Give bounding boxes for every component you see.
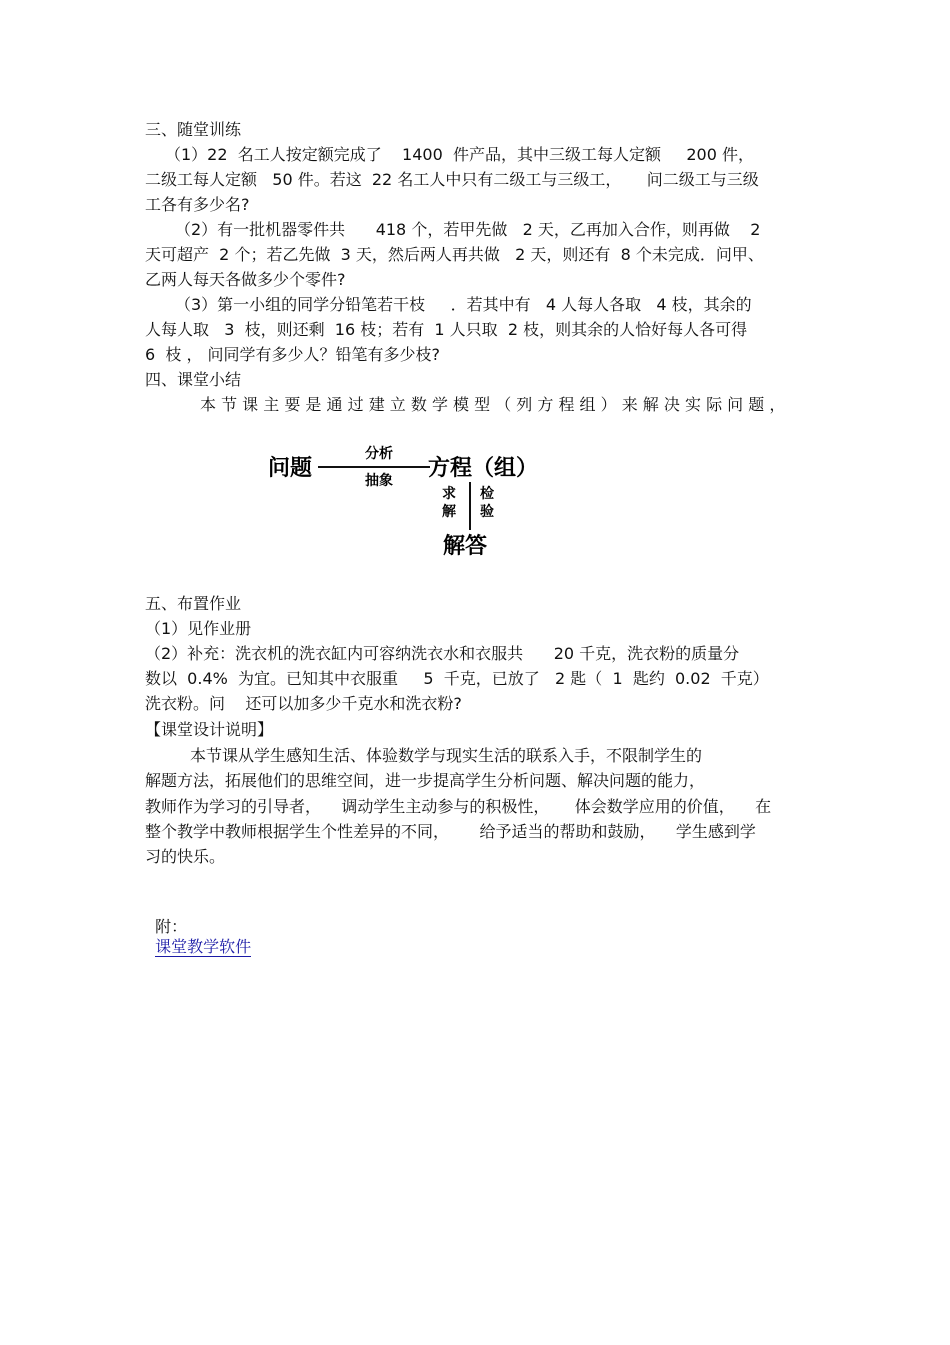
summary-line: 本 节 课 主 要 是 通 过 建 立 数 学 模 型 （ 列 方 程 组 ） 来 解 决 实 际 问 题 ， — [200, 395, 786, 414]
homework-item-2-line-3: 洗衣粉。问 还可以加多少千克水和洗衣粉? — [145, 694, 462, 713]
diagram-analyze: 分析 — [365, 446, 393, 462]
exercise-3-line-3: 6 枝 ， 问同学有多少人？铅笔有多少枝? — [145, 345, 441, 364]
exercise-3-line-2: 人每人取 3 枝，则还剩 16 枝；若有 1 人只取 2 枝，则其余的人恰好每人各可得 — [145, 320, 748, 339]
diagram-answer: 解答 — [443, 534, 488, 559]
diagram-check-2: 验 — [480, 504, 494, 520]
diagram-solve-1: 求 — [442, 486, 456, 502]
exercise-2-line-2: 天可超产 2 个；若乙先做 3 天，然后两人再共做 2 天，则还有 8 个未完成．问甲、 — [145, 245, 764, 264]
exercise-1-line-2: 二级工每人定额 50 件。若这 22 名工人中只有二级工与三级工， 问二级工与三级 — [145, 170, 759, 189]
design-line-4: 整个教学中教师根据学生个性差异的不同， 给予适当的帮助和鼓励， 学生感到学 — [145, 822, 756, 841]
exercise-1-line-1: （1）22 名工人按定额完成了 1400 件产品，其中三级工每人定额 200 件， — [165, 145, 755, 164]
section-4-heading: 四、课堂小结 — [145, 370, 242, 389]
section-5-heading: 五、布置作业 — [145, 594, 242, 613]
design-line-2: 解题方法，拓展他们的思维空间，进一步提高学生分析问题、解决问题的能力， — [145, 771, 706, 790]
homework-item-2-line-1: （2）补充：洗衣机的洗衣缸内可容纳洗衣水和衣服共 20 千克，洗衣粉的质量分 — [145, 644, 740, 663]
diagram-check-1: 检 — [480, 486, 494, 502]
design-line-1: 本节课从学生感知生活、体验数学与现实生活的联系入手，不限制学生的 — [190, 746, 703, 765]
design-heading: 【课堂设计说明】 — [145, 720, 274, 739]
courseware-link[interactable]: 课堂教学软件 — [155, 937, 252, 956]
homework-item-1: （1）见作业册 — [145, 619, 252, 638]
section-3-heading: 三、随堂训练 — [145, 120, 242, 139]
design-line-3: 教师作为学习的引导者， 调动学生主动参与的积极性， 体会数学应用的价值， 在 — [145, 797, 772, 816]
homework-item-2-line-2: 数以 0.4% 为宜。已知其中衣服重 5 千克，已放了 2 匙（ 1 匙约 0.02 千克） — [145, 669, 769, 688]
exercise-2-line-3: 乙两人每天各做多少个零件? — [145, 270, 346, 289]
diagram-abstract: 抽象 — [365, 473, 393, 489]
diagram-solve-2: 解 — [442, 504, 456, 520]
diagram-problem: 问题 — [268, 456, 313, 481]
attachment-row — [145, 897, 251, 957]
diagram-equation: 方程（组） — [428, 456, 539, 481]
modeling-flow-diagram — [260, 438, 560, 563]
exercise-2-line-1: （2）有一批机器零件共 418 个，若甲先做 2 天，乙再加入合作，则再做 2 — [175, 220, 761, 239]
design-line-5: 习的快乐。 — [145, 847, 226, 866]
exercise-1-line-3: 工各有多少名? — [145, 195, 250, 214]
attachment-label: 附： — [155, 917, 188, 936]
exercise-3-line-1: （3）第一小组的同学分铅笔若干枝 ．若其中有 4 人每人各取 4 枝，其余的 — [175, 295, 752, 314]
